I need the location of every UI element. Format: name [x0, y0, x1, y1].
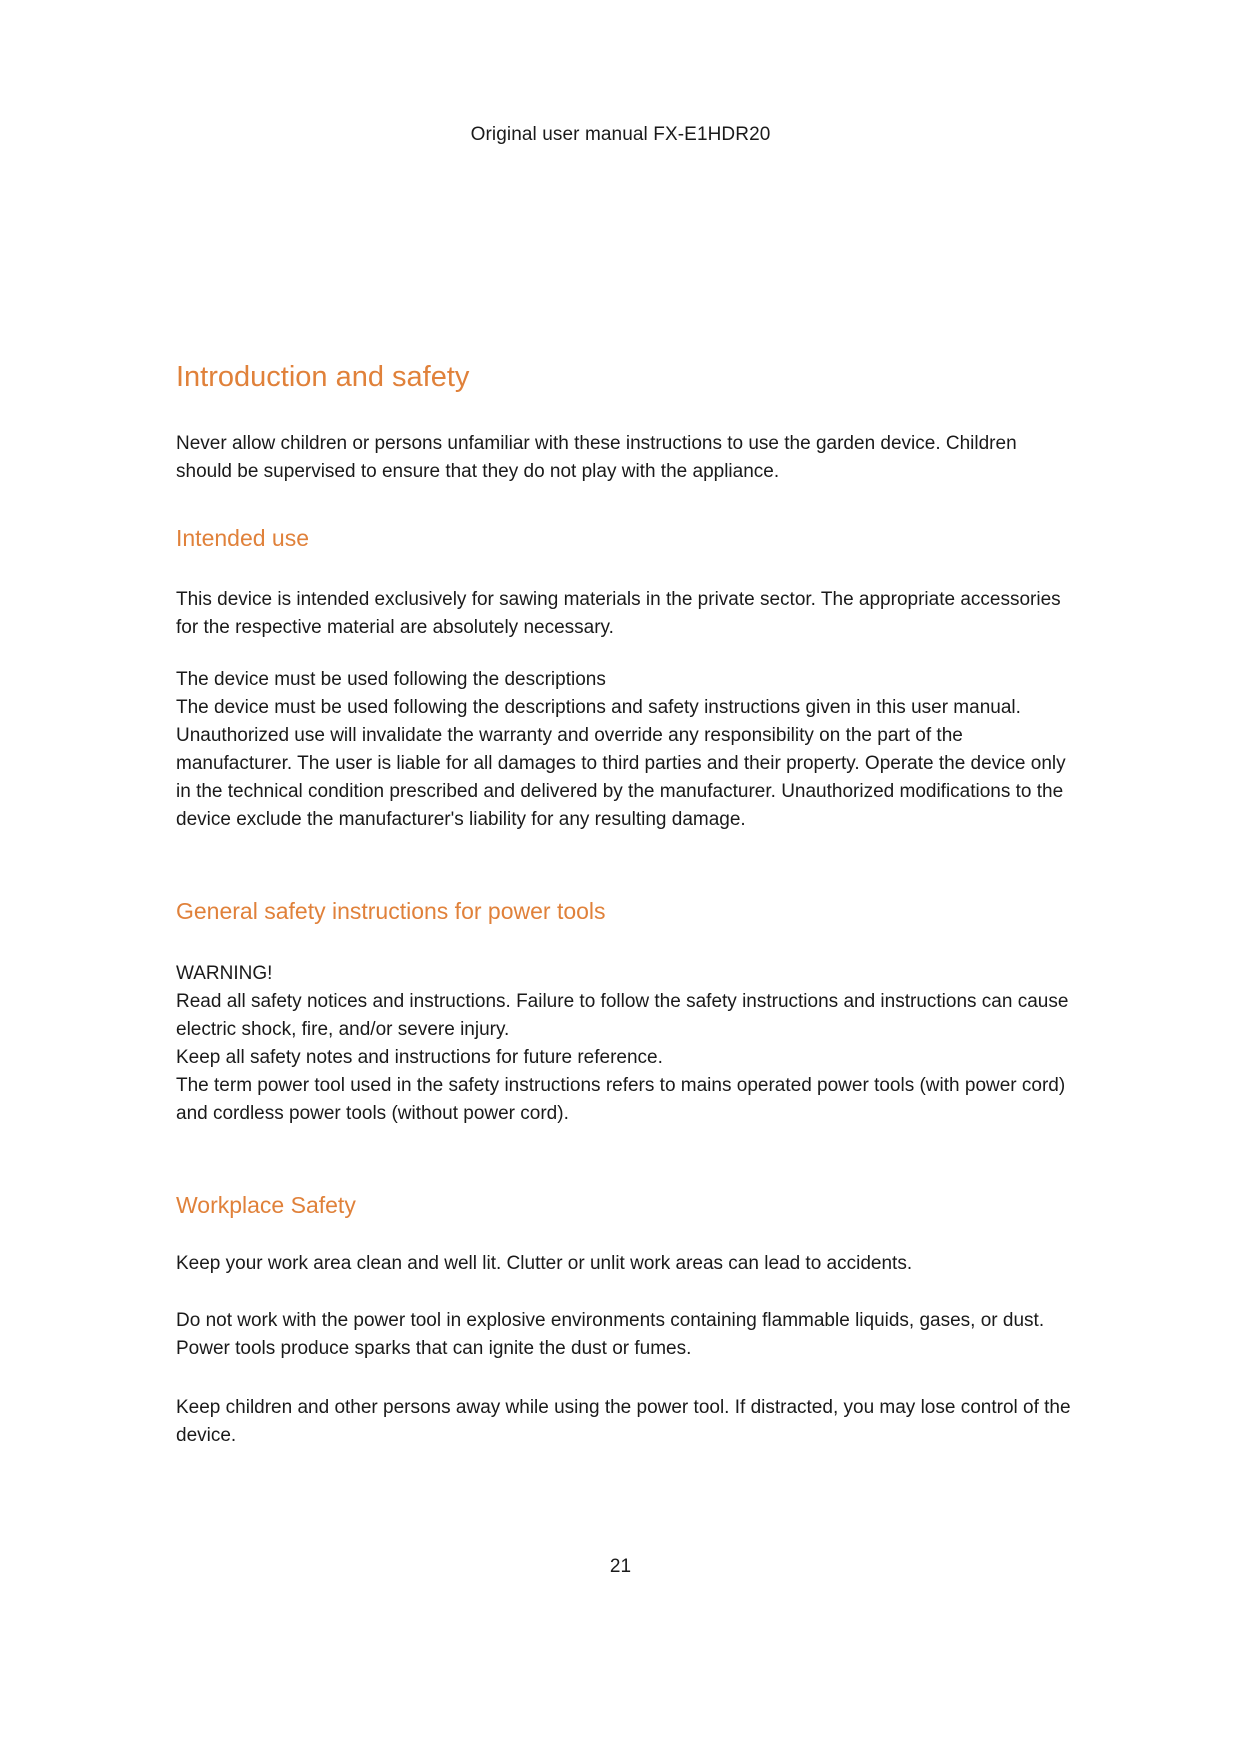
intended-use-descriptions-body: The device must be used following the descriptions and safety instructions given in this user manual. Unauthorized use will invalidate the warranty and override any responsibility on the part of the manufacturer. The user is liable for all damages to third parties and their property. Operate the device only in the technical condition prescribed and delivered by the manufacturer. Unauthorized modifications to the device exclude the manufacturer's liability for any resulting damage.: [176, 697, 1066, 830]
general-safety-line-read-all: Read all safety notices and instructions. Failure to follow the safety instructions and instructions can cause electric shock, fire, and/or severe injury.: [176, 991, 1069, 1040]
intro-paragraph: Never allow children or persons unfamiliar with these instructions to use the garden device. Children should be supervised to ensure that they do not play with the appliance.: [176, 433, 1017, 482]
page-number: 21: [609, 1556, 632, 1577]
general-safety-paragraph: [176, 960, 1076, 1128]
heading-introduction-and-safety: Introduction and safety: [176, 361, 470, 393]
general-safety-line-term-power-tool: The term power tool used in the safety instructions refers to mains operated power tools (with power cord) and cordless power tools (without power cord).: [176, 1075, 1066, 1124]
heading-general-safety-instructions: General safety instructions for power tools: [176, 898, 606, 924]
intended-use-descriptions-first-line: The device must be used following the descriptions: [176, 669, 606, 690]
intended-use-paragraph: This device is intended exclusively for sawing materials in the private sector. The appropriate accessories for the respective material are absolutely necessary.: [176, 589, 1061, 638]
workplace-safety-paragraph-3: Keep children and other persons away while using the power tool. If distracted, you may lose control of the device.: [176, 1397, 1071, 1446]
heading-intended-use: Intended use: [176, 525, 310, 551]
document-header-title: Original user manual FX-E1HDR20: [470, 124, 771, 145]
general-safety-line-keep-notes: Keep all safety notes and instructions for future reference.: [176, 1047, 663, 1068]
workplace-safety-paragraph-1: Keep your work area clean and well lit. Clutter or unlit work areas can lead to accidents.: [176, 1253, 913, 1274]
heading-workplace-safety: Workplace Safety: [176, 1192, 356, 1218]
warning-label: WARNING!: [176, 963, 273, 984]
intended-use-descriptions-paragraph: [176, 666, 1076, 834]
workplace-safety-paragraph-2: Do not work with the power tool in explosive environments containing flammable liquids, gases, or dust. Power tools produce sparks that can ignite the dust or fumes.: [176, 1310, 1045, 1359]
